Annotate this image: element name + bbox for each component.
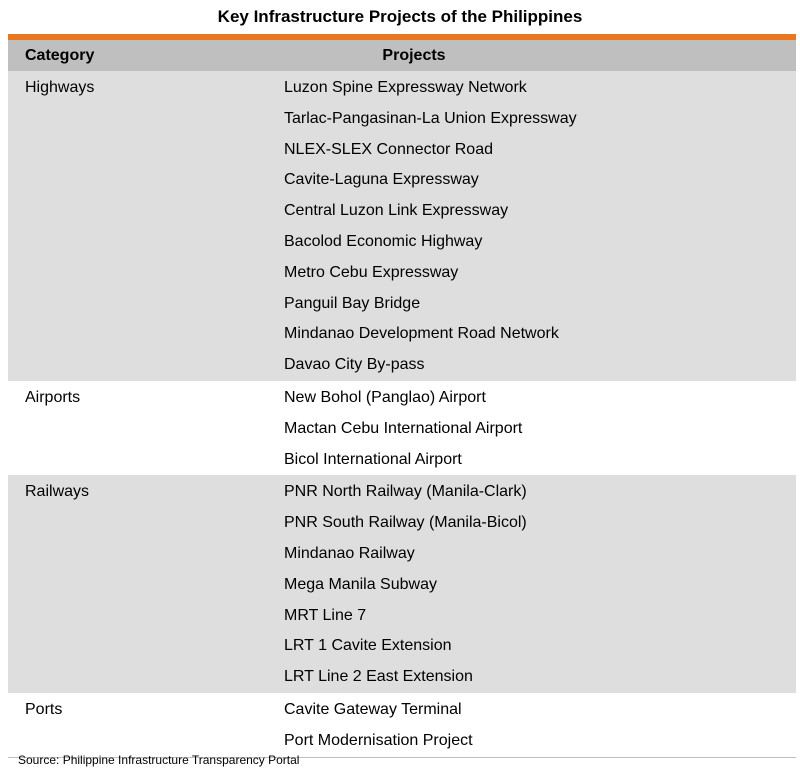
project-item: Panguil Bay Bridge (284, 294, 421, 312)
project-item: PNR North Railway (Manila-Clark) (284, 483, 527, 501)
table-title: Key Infrastructure Projects of the Philippines (217, 7, 583, 26)
project-item: Metro Cebu Expressway (284, 263, 459, 281)
project-item: New Bohol (Panglao) Airport (284, 388, 486, 406)
category-label: Airports (25, 388, 81, 406)
project-item: Davao City By-pass (284, 356, 425, 374)
table-header-row (8, 40, 796, 71)
project-item: Central Luzon Link Expressway (284, 202, 509, 220)
project-item: Mega Manila Subway (284, 575, 437, 593)
header-projects: Projects (382, 47, 446, 64)
header-category: Category (25, 47, 95, 64)
project-item: Bicol International Airport (284, 450, 462, 468)
project-item: LRT 1 Cavite Extension (284, 637, 452, 655)
project-item: Luzon Spine Expressway Network (284, 79, 527, 96)
project-item: Cavite Gateway Terminal (284, 700, 462, 718)
project-item: PNR South Railway (Manila-Bicol) (284, 514, 527, 532)
project-list (8, 73, 796, 381)
category-label: Railways (25, 483, 90, 501)
project-item: MRT Line 7 (284, 606, 367, 624)
project-item: Port Modernisation Project (284, 731, 473, 749)
category-group (8, 381, 796, 475)
category-group (8, 475, 796, 693)
category-group (8, 693, 796, 757)
project-list (8, 477, 796, 693)
project-item: Cavite-Laguna Expressway (284, 171, 479, 189)
category-label: Ports (25, 700, 63, 718)
project-item: Bacolod Economic Highway (284, 232, 483, 250)
category-group (8, 71, 796, 381)
table-body (8, 71, 796, 757)
project-item: NLEX-SLEX Connector Road (284, 140, 493, 158)
category-label: Highways (25, 79, 95, 96)
projects-table (8, 40, 796, 758)
project-item: Mindanao Railway (284, 544, 415, 562)
project-list (8, 695, 796, 757)
project-item: Mindanao Development Road Network (284, 325, 559, 343)
project-item: Tarlac-Pangasinan-La Union Expressway (284, 109, 577, 127)
project-list (8, 383, 796, 475)
source-note: Source: Philippine Infrastructure Transparency Portal (18, 753, 300, 767)
project-item: Mactan Cebu International Airport (284, 419, 523, 437)
project-item: LRT Line 2 East Extension (284, 668, 473, 686)
